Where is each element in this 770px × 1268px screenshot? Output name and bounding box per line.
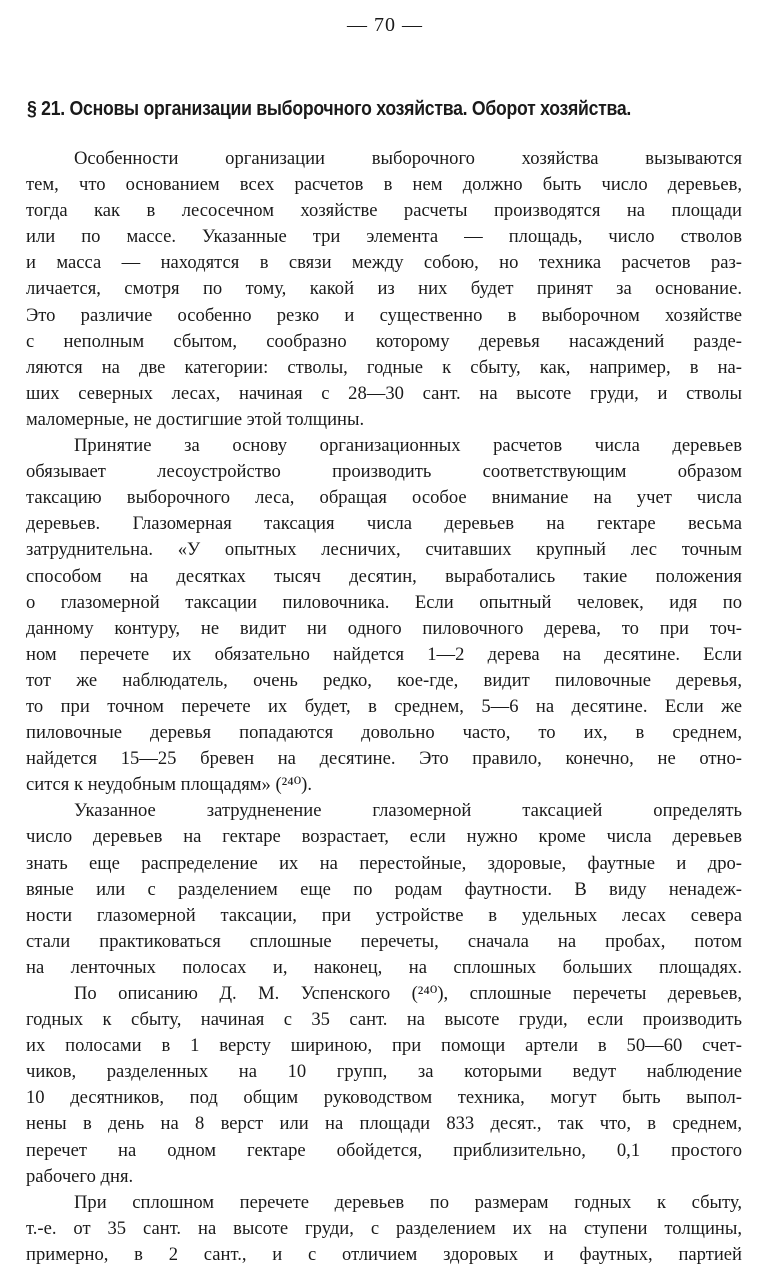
section-heading: § 21. Основы организации выборочного хозяйства. Оборот хозяйства. xyxy=(27,97,632,120)
text-line: вяные или с разделением еще по родам фаутности. В виду ненадеж- xyxy=(26,878,742,900)
text-line: тем, что основанием всех расчетов в нем должно быть число деревьев, xyxy=(26,174,742,196)
text-line: на ленточных полосах и, наконец, на сплошных больших площадях. xyxy=(26,956,742,978)
text-line: При сплошном перечете деревьев по размерам годных к сбыту, xyxy=(74,1191,742,1213)
text-line: тот же наблюдатель, очень редко, кое-где, видит пиловочные деревья, xyxy=(26,669,742,691)
text-line: стали практиковаться сплошные перечеты, сначала на пробах, потом xyxy=(26,930,742,952)
page-number: — 70 — xyxy=(347,14,423,36)
text-line: рабочего дня. xyxy=(26,1165,134,1187)
text-line: обязывает лесоустройство производить соответствующим образом xyxy=(26,461,742,483)
text-line: число деревьев на гектаре возрастает, если нужно кроме числа деревьев xyxy=(26,826,742,848)
text-line: или по массе. Указанные три элемента — площадь, число стволов xyxy=(26,226,742,248)
text-line: ности глазомерной таксации, при устройстве в удельных лесах севера xyxy=(26,904,742,926)
text-line: деревьев. Глазомерная таксация числа деревьев на гектаре весьма xyxy=(26,513,742,535)
text-line: затруднительна. «У опытных лесничих, считавших крупный лес точным xyxy=(26,539,742,561)
text-line: таксацию выборочного леса, обращая особое внимание на учет числа xyxy=(26,487,742,509)
text-line: т.-е. от 35 сант. на высоте груди, с разделением их на ступени толщины, xyxy=(26,1217,742,1239)
text-line: пиловочные деревья попадаются довольно часто, то их, в среднем, xyxy=(26,722,742,744)
body-text xyxy=(26,146,742,1268)
text-line: с неполным сбытом, сообразно которому деревья насаждений разде- xyxy=(26,330,742,352)
text-line: 10 десятников, под общим руководством техника, могут быть выпол- xyxy=(26,1087,742,1109)
text-line: способом на десятках тысяч десятин, выработались такие положения xyxy=(26,565,742,587)
text-line: их полосами в 1 версту шириною, при помощи артели в 50—60 счет- xyxy=(26,1035,742,1057)
text-line: и масса — находятся в связи между собою, но техника расчетов раз- xyxy=(26,252,742,274)
text-line: примерно, в 2 сант., и с отличием здоровых и фаутных, партией xyxy=(26,1243,742,1265)
text-line: нены в день на 8 верст или на площади 833 десят., так что, в среднем, xyxy=(26,1113,742,1135)
text-line: ляются на две категории: стволы, годные к сбыту, как, например, в на- xyxy=(26,356,742,378)
text-line: Указанное затрудненение глазомерной таксацией определять xyxy=(74,800,742,822)
text-line: чиков, разделенных на 10 групп, за которыми ведут наблюдение xyxy=(26,1061,742,1083)
text-line: ших северных лесах, начиная с 28—30 сант. на высоте груди, и стволы xyxy=(26,382,742,404)
text-line: Это различие особенно резко и существенно в выборочном хозяйстве xyxy=(26,304,742,326)
text-line: то при точном перечете их будет, в среднем, 5—6 на десятине. Если же xyxy=(26,695,742,717)
text-line: маломерные, не достигшие этой толщины. xyxy=(26,408,365,430)
text-line: Особенности организации выборочного хозяйства вызываются xyxy=(74,148,742,169)
text-line: тогда как в лесосечном хозяйстве расчеты производятся на площади xyxy=(26,200,742,222)
text-line: личается, смотря по тому, какой из них будет принят за основание. xyxy=(26,278,742,300)
text-line: ном перечете их обязательно найдется 1—2 дерева на десятине. Если xyxy=(26,643,742,665)
text-line: По описанию Д. М. Успенского (²⁴⁰), сплошные перечеты деревьев, xyxy=(74,983,742,1004)
text-line: данному контуру, не видит ни одного пиловочного дерева, то при точ- xyxy=(26,617,742,639)
text-line: сится к неудобным площадям» (²⁴⁰). xyxy=(26,774,312,796)
text-line: найдется 15—25 бревен на десятине. Это правило, конечно, не отно- xyxy=(26,748,742,770)
text-line: Принятие за основу организационных расчетов числа деревьев xyxy=(74,435,742,457)
text-line: знать еще распределение их на перестойные, здоровые, фаутные и дро- xyxy=(26,852,742,874)
text-line: перечет на одном гектаре обойдется, приблизительно, 0,1 простого xyxy=(26,1139,742,1161)
text-line: о глазомерной таксации пиловочника. Если опытный человек, идя по xyxy=(26,591,742,613)
text-line: годных к сбыту, начиная с 35 сант. на высоте груди, если производить xyxy=(26,1009,742,1031)
